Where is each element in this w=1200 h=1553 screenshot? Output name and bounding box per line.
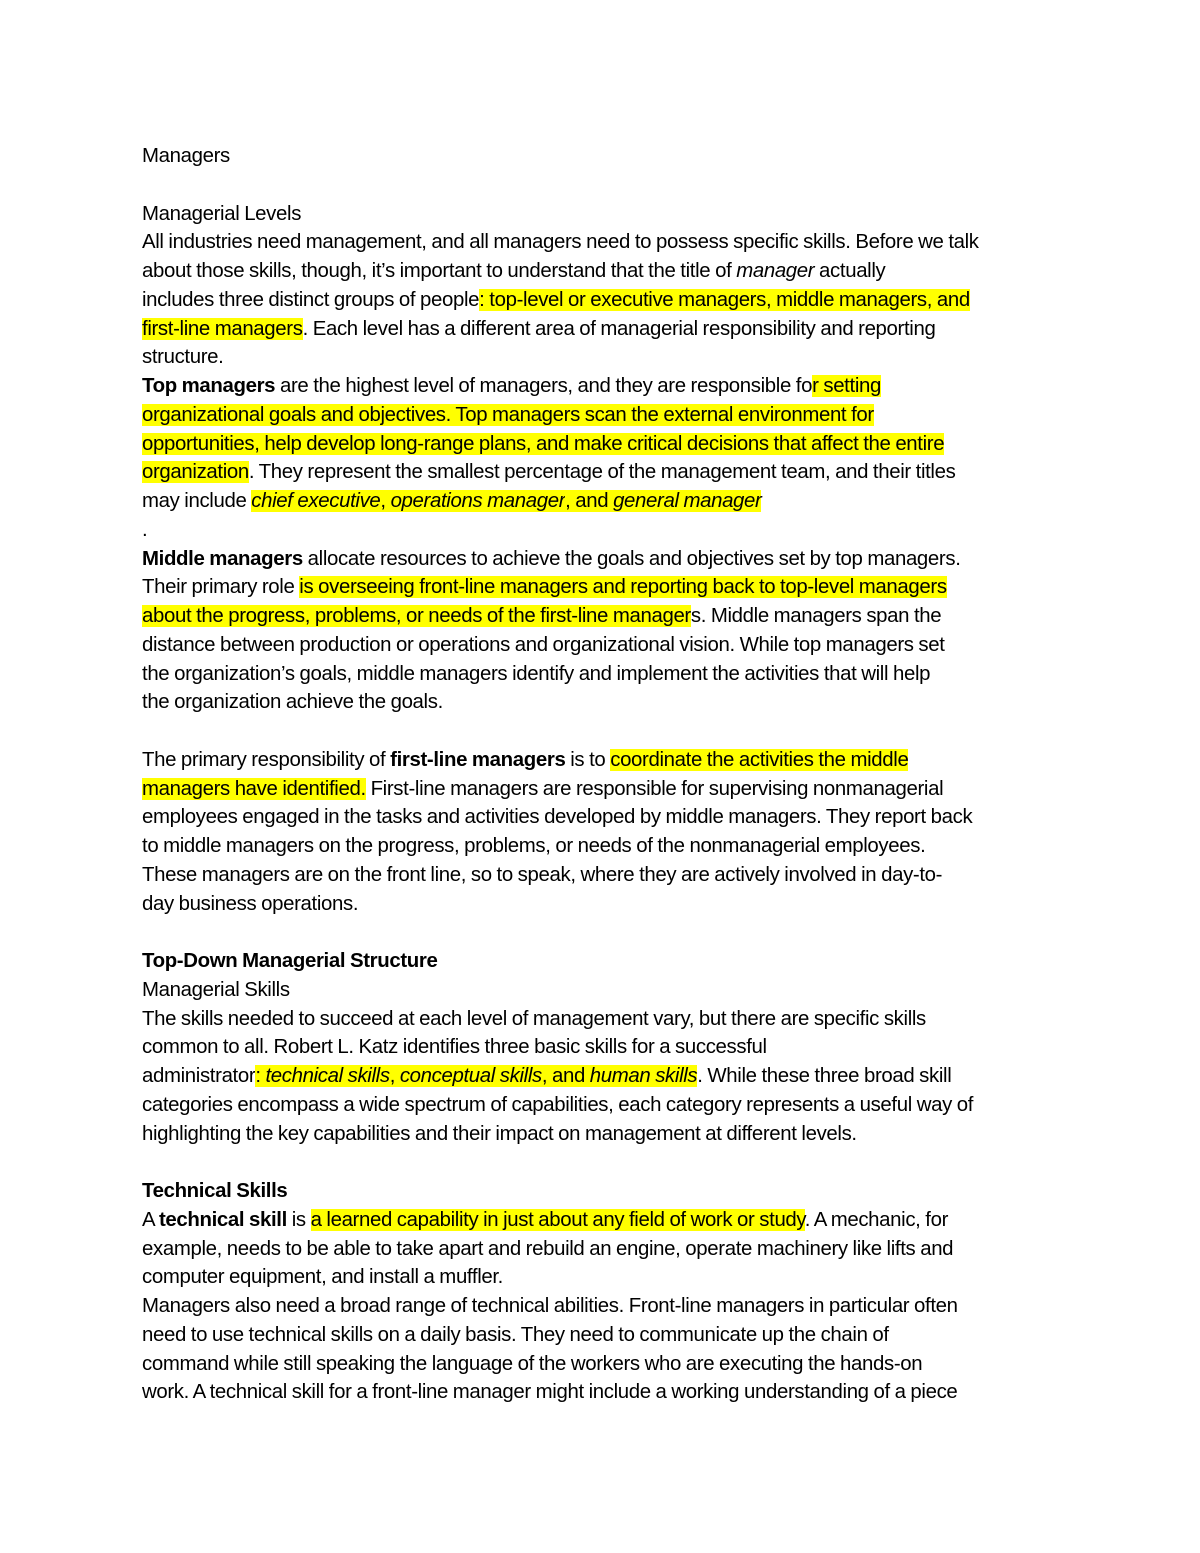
text-line xyxy=(142,1378,1067,1407)
text-line xyxy=(142,832,1067,861)
text-segment: These managers are on the front line, so to speak, where they are actively involved in day-to- xyxy=(142,863,943,886)
text-line xyxy=(142,1206,1067,1235)
blank-line xyxy=(142,717,1067,746)
highlighted-text: managers have identified. xyxy=(142,777,366,800)
text-segment: The skills needed to succeed at each level of management vary, but there are specific skills xyxy=(142,1007,926,1030)
text-segment: First-line managers are responsible for supervising nonmanagerial xyxy=(365,777,944,800)
text-line xyxy=(142,1005,1067,1034)
text-segment: . xyxy=(142,518,148,541)
text-line xyxy=(142,401,1067,430)
text-line xyxy=(142,660,1067,689)
highlighted-text: organization xyxy=(142,461,249,484)
text-line xyxy=(142,286,1067,315)
text-segment: Their primary role xyxy=(142,576,300,599)
text-segment: The primary responsibility of xyxy=(142,748,391,771)
text-segment: may include xyxy=(142,490,252,512)
text-line xyxy=(142,430,1067,459)
highlighted-text: chief executive xyxy=(251,490,381,512)
text-line xyxy=(142,602,1067,631)
highlighted-text: technical skills xyxy=(265,1065,390,1087)
text-segment: s. Middle managers span the xyxy=(690,605,942,627)
document-page xyxy=(142,142,1067,1407)
text-line xyxy=(142,1120,1067,1149)
text-segment: . While these three broad skill xyxy=(697,1065,952,1087)
text-line xyxy=(142,372,1067,401)
text-line xyxy=(142,1321,1067,1350)
text-segment: administrator xyxy=(142,1065,256,1087)
highlighted-text: conceptual skills xyxy=(399,1065,542,1087)
text-segment: All industries need management, and all managers need to possess specific skills. Before we talk xyxy=(142,231,979,254)
text-segment: structure. xyxy=(142,346,224,369)
highlighted-text: , and xyxy=(541,1065,590,1087)
blank-line xyxy=(142,1148,1067,1177)
text-segment: Managers xyxy=(142,145,230,167)
text-line xyxy=(142,1177,1067,1206)
text-line xyxy=(142,1263,1067,1292)
text-segment: employees engaged in the tasks and activities developed by middle managers. They report back xyxy=(142,806,973,829)
highlighted-text: opportunities, help develop long-range plans, and make critical decisions that affect the entire xyxy=(142,432,945,455)
text-segment: . Each level has a different area of managerial responsibility and reporting xyxy=(302,317,936,340)
highlighted-text: first-line managers xyxy=(142,317,303,340)
text-line xyxy=(142,257,1067,286)
highlighted-text: a learned capability in just about any field of work or study xyxy=(310,1208,805,1231)
highlighted-text: human skills xyxy=(589,1065,698,1087)
highlighted-text: , xyxy=(389,1065,400,1087)
text-line xyxy=(142,1292,1067,1321)
text-segment: Managerial Levels xyxy=(142,202,302,225)
text-line xyxy=(142,315,1067,344)
text-line xyxy=(142,228,1067,257)
text-line xyxy=(142,1235,1067,1264)
highlighted-text: about the progress, problems, or needs of the first-line manager xyxy=(142,605,691,627)
text-segment: allocate resources to achieve the goals and objectives set by top managers. xyxy=(302,547,961,570)
text-segment: command while still speaking the language of the workers who are executing the hands-on xyxy=(142,1352,923,1375)
text-segment: day business operations. xyxy=(142,892,359,915)
bold-term: Top managers xyxy=(142,375,276,397)
highlighted-text: r setting xyxy=(812,375,881,397)
text-segment: includes three distinct groups of people xyxy=(142,288,480,311)
highlighted-text: , xyxy=(380,490,391,512)
text-segment: are the highest level of managers, and they are responsible fo xyxy=(275,375,813,397)
bold-term: Middle managers xyxy=(142,547,303,570)
text-segment: the organization achieve the goals. xyxy=(142,691,443,714)
text-segment: actually xyxy=(814,260,886,282)
text-segment: the organization’s goals, middle managers identify and implement the activities that will help xyxy=(142,662,931,685)
text-line xyxy=(142,803,1067,832)
highlighted-text: operations manager xyxy=(390,490,566,512)
text-line xyxy=(142,976,1067,1005)
bold-term: first-line managers xyxy=(390,748,566,771)
text-line xyxy=(142,343,1067,372)
text-segment: about those skills, though, it’s important to understand that the title of xyxy=(142,260,737,282)
text-segment: is xyxy=(286,1208,311,1231)
text-segment: A xyxy=(142,1208,159,1231)
text-segment: is to xyxy=(565,748,611,771)
highlighted-text: coordinate the activities the middle xyxy=(610,748,909,771)
text-line xyxy=(142,458,1067,487)
text-line xyxy=(142,1350,1067,1379)
italic-term: manager xyxy=(736,260,815,282)
text-line xyxy=(142,947,1067,976)
text-line xyxy=(142,688,1067,717)
text-line xyxy=(142,775,1067,804)
text-line xyxy=(142,200,1067,229)
blank-line xyxy=(142,918,1067,947)
text-line xyxy=(142,573,1067,602)
blank-line xyxy=(142,171,1067,200)
text-segment: need to use technical skills on a daily basis. They need to communicate up the chain of xyxy=(142,1323,889,1346)
highlighted-text: : xyxy=(255,1065,266,1087)
highlighted-text: is overseeing front-line managers and reporting back to top-level managers xyxy=(299,576,947,599)
text-line xyxy=(142,746,1067,775)
text-segment: . They represent the smallest percentage of the management team, and their titles xyxy=(248,461,956,484)
text-line xyxy=(142,516,1067,545)
bold-term: Technical Skills xyxy=(142,1180,288,1202)
highlighted-text: organizational goals and objectives. Top managers scan the external environment for xyxy=(142,403,874,426)
text-segment: . A mechanic, for xyxy=(804,1208,949,1231)
bold-term: Top-Down Managerial Structure xyxy=(142,950,438,972)
text-line xyxy=(142,890,1067,919)
text-line xyxy=(142,1062,1067,1091)
bold-term: technical skill xyxy=(158,1208,287,1231)
text-line xyxy=(142,1033,1067,1062)
text-line xyxy=(142,1091,1067,1120)
text-line xyxy=(142,861,1067,890)
text-segment: computer equipment, and install a muffler. xyxy=(142,1266,503,1289)
text-segment: work. A technical skill for a front-line manager might include a working understanding of a piece xyxy=(142,1381,958,1404)
text-segment: distance between production or operations and organizational vision. While top managers set xyxy=(142,633,945,656)
text-segment: to middle managers on the progress, problems, or needs of the nonmanagerial employees. xyxy=(142,835,926,857)
text-segment: Managerial Skills xyxy=(142,978,290,1001)
highlighted-text: , and xyxy=(565,490,614,512)
highlighted-text: : top-level or executive managers, middle managers, and xyxy=(479,288,970,311)
text-segment: highlighting the key capabilities and their impact on management at different levels. xyxy=(142,1122,857,1145)
text-segment: categories encompass a wide spectrum of capabilities, each category represents a useful way of xyxy=(142,1093,974,1116)
text-segment: common to all. Robert L. Katz identifies three basic skills for a successful xyxy=(142,1036,767,1059)
text-line xyxy=(142,545,1067,574)
text-line xyxy=(142,631,1067,660)
highlighted-text: general manager xyxy=(613,490,762,512)
text-segment: example, needs to be able to take apart and rebuild an engine, operate machinery like lifts and xyxy=(142,1237,954,1260)
text-line xyxy=(142,487,1067,516)
text-line xyxy=(142,142,1067,171)
text-segment: Managers also need a broad range of technical abilities. Front-line managers in particular often xyxy=(142,1295,958,1317)
